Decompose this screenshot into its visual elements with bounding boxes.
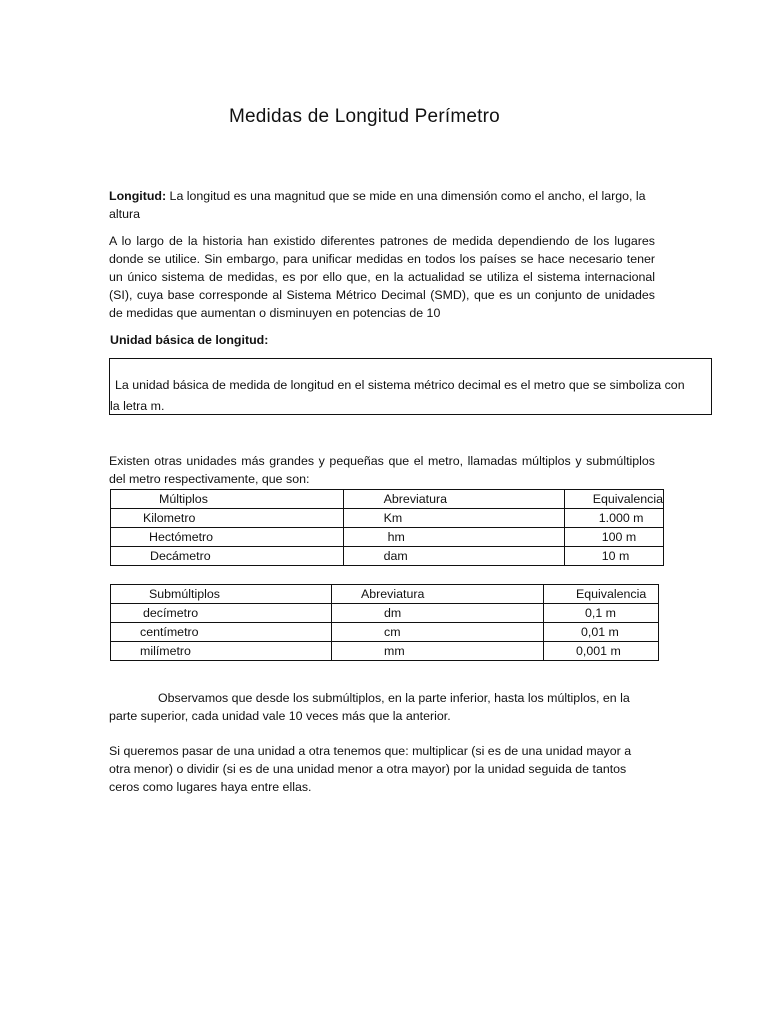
historia-paragraph: A lo largo de la historia han existido diferentes patrones de medida dependiendo de los lugares donde se utilice. Sin embargo, para unificar medidas en todos los países se hace necesario tener un único sistema de medidas, es por ello que, en la actualidad se utiliza el sistema internacional (SI), cuya base corresponde al Sistema Métrico Decimal (SMD), que es un conjunto de unidades de medidas que aumentan o disminuyen en potencias de 10 — [109, 234, 655, 320]
table-cell: 10 m — [564, 547, 663, 566]
table-row — [111, 623, 659, 642]
table-cell: dm — [332, 604, 544, 623]
table-cell: 1.000 m — [564, 509, 663, 528]
table-row — [111, 509, 664, 528]
page-title: Medidas de Longitud Perímetro — [229, 106, 500, 127]
table-cell: decímetro — [111, 604, 332, 623]
table-cell: 0,001 m — [544, 642, 659, 661]
table-row — [111, 528, 664, 547]
table-header-cell: Abreviatura — [332, 585, 544, 604]
longitud-text: La longitud es una magnitud que se mide en una dimensión como el ancho, el largo, la altura — [109, 189, 646, 221]
table-header-row — [111, 490, 664, 509]
existen-paragraph: Existen otras unidades más grandes y pequeñas que el metro, llamadas múltiplos y submúltiplos del metro respectivamente, que son: — [109, 454, 655, 486]
longitud-definition — [109, 187, 655, 223]
table-header-row — [111, 585, 659, 604]
pasar-paragraph: Si queremos pasar de una unidad a otra tenemos que: multiplicar (si es de una unidad mayor a otra menor) o dividir (si es de una unidad menor a otra mayor) por la unidad seguida de tantos ceros como lugares haya entre ellas. — [109, 744, 632, 794]
table-row — [111, 604, 659, 623]
table-cell: mm — [332, 642, 544, 661]
table-cell: milímetro — [111, 642, 332, 661]
table-cell: Decámetro — [111, 547, 344, 566]
table-row — [111, 642, 659, 661]
table-header-cell: Múltiplos — [111, 490, 344, 509]
table-cell: Km — [343, 509, 564, 528]
table-row — [111, 547, 664, 566]
submultiplos-table — [110, 584, 659, 661]
longitud-label: Longitud: — [109, 189, 167, 203]
table-cell: Hectómetro — [111, 528, 344, 547]
table-cell: dam — [343, 547, 564, 566]
unidad-basica-text — [110, 375, 713, 417]
table-header-cell: Equivalencia — [544, 585, 659, 604]
multiplos-table — [110, 489, 664, 566]
observamos-paragraph — [109, 689, 655, 725]
unidad-basica-heading: Unidad básica de longitud: — [110, 333, 269, 347]
table-header-cell: Submúltiplos — [111, 585, 332, 604]
table-cell: cm — [332, 623, 544, 642]
table-header-cell: Equivalencia — [564, 490, 663, 509]
table-cell: hm — [343, 528, 564, 547]
table-cell: Kilometro — [111, 509, 344, 528]
table-header-cell: Abreviatura — [343, 490, 564, 509]
table-cell: centímetro — [111, 623, 332, 642]
table-cell: 100 m — [564, 528, 663, 547]
unidad-basica-line-2: la letra m. — [110, 399, 165, 413]
table-cell: 0,1 m — [544, 604, 659, 623]
unidad-basica-box — [109, 358, 712, 415]
observamos-text: Observamos que desde los submúltiplos, en la parte inferior, hasta los múltiplos, en la parte superior, cada unidad vale 10 veces más que la anterior. — [109, 691, 630, 723]
unidad-basica-line-1: La unidad básica de medida de longitud en el sistema métrico decimal es el metro que se simboliza con — [115, 378, 685, 392]
table-cell: 0,01 m — [544, 623, 659, 642]
